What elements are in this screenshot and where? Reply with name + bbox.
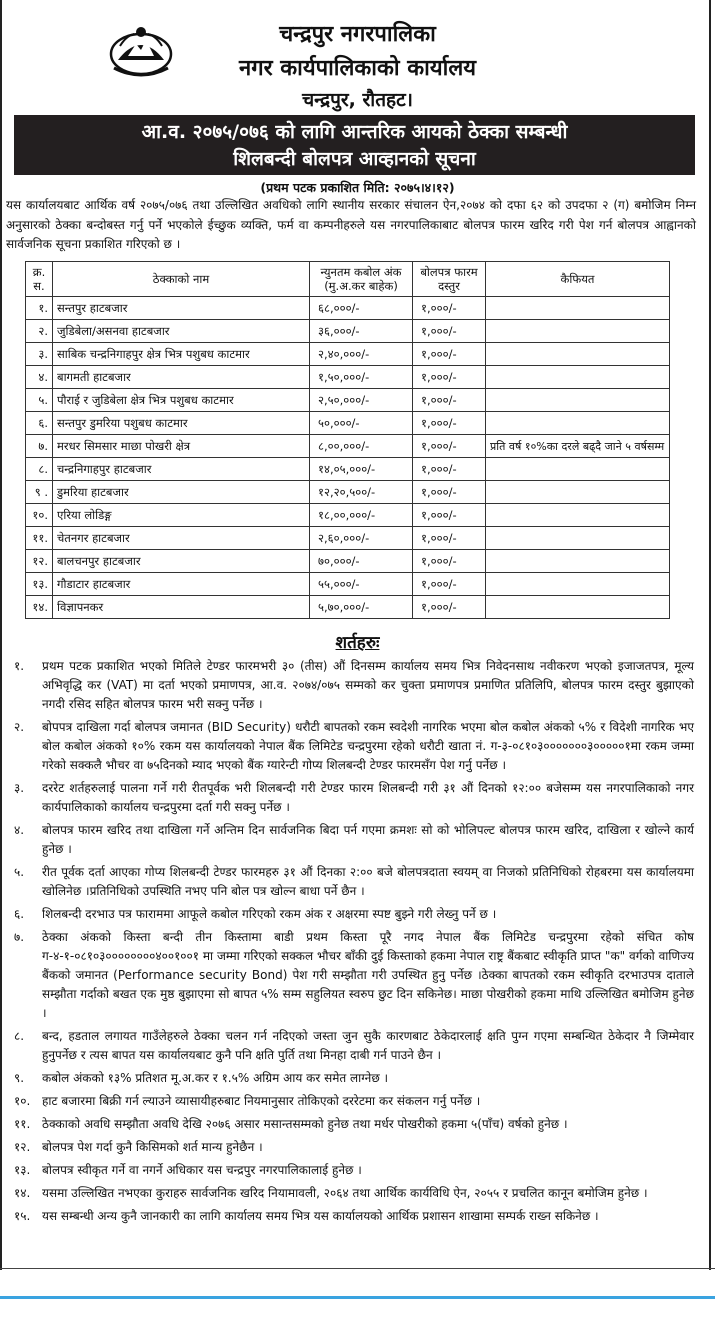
row-remarks [486, 320, 670, 343]
condition-item [14, 1115, 694, 1134]
condition-item [14, 905, 694, 924]
condition-number: १५. [14, 1209, 31, 1223]
row-sn: ६. [26, 412, 53, 435]
row-name: चेतनगर हाटबजार [53, 527, 310, 550]
condition-text: ठेक्का अंकको किस्ता बन्दी तीन किस्तामा बाडी प्रथम किस्ता पूरै नगद नेपाल बैंक लिमिटेड चन्द्रपुरमा रहेको संचित कोष ग-४-१-०८१०३००००००००४००१००१ मा जम्मा गरिएको सक्कल भौचर बाँकी दुई किस्ताको हकमा नेपाल राष्ट्र बैंकबाट स्वीकृति प्राप्त "क" वर्गको वाणिज्य बैंकको जमानत (Performance security Bond) पेश गरी सम्झौता गरी उपस्थित हुनु पर्नेछ ।ठेक्का बापतको रकम स्वीकृति दरभाउपत्र दाताले सम्झौता गर्दाको बखत एक मुष्ठ बुझाएमा सो बापत ५% सम्म सहुलियत स्वरुप छुट दिन सकिनेछ। माछा पोखरीको हकमा माथि उल्लिखित बमोजिम हुनेछ । [42, 930, 694, 1020]
condition-item [14, 1207, 694, 1226]
table-row [26, 343, 670, 366]
notice-title-banner [14, 115, 695, 175]
header-form-fee: बोलपत्र फारम दस्तुर [413, 262, 486, 297]
row-form-fee: १,०००/- [413, 596, 486, 619]
row-sn: १. [26, 297, 53, 320]
condition-item [14, 1027, 694, 1065]
condition-text: बन्द, हडताल लगायत गाउँलेहरुले ठेक्का चलन गर्न नदिएको जस्ता जुन सुकै कारणबाट ठेकेदारलाई क्षति पुग्न गएमा सम्बन्धित ठेकेदार नै जिम्मेवार हुनुपर्नेछ र त्यस बापत यस कार्यालयबाट कुनै पनि क्षति पुर्ति तथा मिनहा दाबी गर्न पाउने छैन । [42, 1029, 694, 1062]
condition-number: १४. [14, 1186, 31, 1200]
header-min-bid: न्युनतम कबोल अंक (मु.अ.कर बाहेक) [310, 262, 413, 297]
row-min-bid: २,४०,०००/- [310, 343, 413, 366]
condition-text: बोलपत्र पेश गर्दा कुनै किसिमको शर्त मान्य हुनेछैन । [42, 1140, 263, 1154]
row-remarks [486, 389, 670, 412]
intro-paragraph: यस कार्यालयबाट आर्थिक वर्ष २०७५/०७६ तथा उल्लिखित अवधिको लागि स्थानीय सरकार संचालन ऐन,२०७४ को दफा ६२ को उपदफा २ (ग) बमोजिम निम्न अनुसारको ठेक्का बन्दोबस्त गर्नु पर्ने भएकोले ईच्छुक व्यक्ति, फर्म वा कम्पनीहरुले यस नगरपालिकाबाट बोलपत्र फारम खरिद गरी पेश गर्न बोलपत्र आह्वानको सार्वजनिक सूचना प्रकाशित गरिएको छ । [6, 198, 696, 251]
row-sn: २. [26, 320, 53, 343]
row-sn: ८. [26, 458, 53, 481]
row-min-bid: २,६०,०००/- [310, 527, 413, 550]
row-name: बालचनपुर हाटबजार [53, 550, 310, 573]
row-min-bid: ५,७०,०००/- [310, 596, 413, 619]
condition-item [14, 1069, 694, 1088]
row-sn: १३. [26, 573, 53, 596]
row-min-bid: १,५०,०००/- [310, 366, 413, 389]
row-remarks [486, 504, 670, 527]
row-form-fee: १,०००/- [413, 366, 486, 389]
condition-number: १३. [14, 1163, 31, 1177]
row-sn: ११. [26, 527, 53, 550]
row-name: सन्तपुर डुमरिया पशुबध काटमार [53, 412, 310, 435]
condition-text: यस सम्बन्धी अन्य कुनै जानकारी का लागि कार्यालय समय भित्र यस कार्यालयको आर्थिक प्रशासन शाखामा सम्पर्क राख्न सकिनेछ । [42, 1209, 599, 1223]
condition-number: ४. [14, 823, 25, 837]
conditions-list [14, 657, 694, 1230]
condition-item [14, 657, 694, 714]
row-sn: १४. [26, 596, 53, 619]
row-form-fee: १,०००/- [413, 320, 486, 343]
row-remarks [486, 412, 670, 435]
condition-number: ९. [14, 1071, 25, 1085]
condition-text: ठेक्काको अवधि सम्झौता अवधि देखि २०७६ असार मसान्तसम्मको हुनेछ तथा मर्धर पोखरीको हकमा ५(पाँच) वर्षको हुनेछ । [42, 1117, 568, 1131]
table-row [26, 596, 670, 619]
table-row [26, 435, 670, 458]
row-sn: १०. [26, 504, 53, 527]
condition-item [14, 718, 694, 775]
row-remarks [486, 343, 670, 366]
row-min-bid: ५०,०००/- [310, 412, 413, 435]
table-row [26, 527, 670, 550]
row-form-fee: १,०००/- [413, 458, 486, 481]
row-form-fee: १,०००/- [413, 435, 486, 458]
row-form-fee: १,०००/- [413, 550, 486, 573]
condition-number: १२. [14, 1140, 31, 1154]
row-name: सन्तपुर हाटबजार [53, 297, 310, 320]
table-row [26, 573, 670, 596]
row-name: बागमती हाटबजार [53, 366, 310, 389]
row-min-bid: ३६,०००/- [310, 320, 413, 343]
condition-item [14, 1138, 694, 1157]
row-name: साबिक चन्द्रनिगाहपुर क्षेत्र भित्र पशुबध काटमार [53, 343, 310, 366]
notice-title-line2: शिलबन्दी बोलपत्र आव्हानको सूचना [233, 148, 476, 170]
row-remarks [486, 297, 670, 320]
row-min-bid: ८,००,०००/- [310, 435, 413, 458]
row-sn: ३. [26, 343, 53, 366]
office-name: नगर कार्यपालिकाको कार्यालय [239, 56, 476, 81]
condition-text: रीत पूर्वक दर्ता आएका गोप्य शिलबन्दी टेण्डर फारमहरु ३१ औं दिनका २:०० बजे बोलपत्रदाता स्वयम् वा निजको प्रतिनिधिको रोहबरमा यस कार्यालयमा खोलिनेछ ।प्रतिनिधिको उपस्थिति नभए पनि बोल पत्र खोल्न बाधा पर्ने छैन । [42, 865, 694, 898]
row-sn: ९ . [26, 481, 53, 504]
row-name: गौडाटार हाटबजार [53, 573, 310, 596]
header-name: ठेक्काको नाम [53, 262, 310, 297]
row-form-fee: १,०००/- [413, 481, 486, 504]
row-form-fee: १,०००/- [413, 297, 486, 320]
blue-divider [0, 1296, 715, 1299]
row-form-fee: १,०००/- [413, 412, 486, 435]
row-name: एरिया लोडिङ्ग [53, 504, 310, 527]
condition-item [14, 821, 694, 859]
condition-text: बोपपत्र दाखिला गर्दा बोलपत्र जमानत (BID Security) धरौटी बापतको रकम स्वदेशी नागरिक भएमा बोल कबोल अंकको ५% र विदेशी नागरिक भए बोल कबोल अंकको १०% रकम यस कार्यालयको नेपाल बैंक लिमिटेड चन्द्रपुरमा रहेको धरौटी खाता नं. ग-३-०८१०३०००००००३०००००१मा रकम जम्मा गरेको सक्कलै भौचर वा ७५दिनको म्याद भएको बैंक ग्यारेन्टी गोप्य शिलबन्दी टेण्डर फारमसँग पेश गर्नु पर्नेछ । [42, 720, 694, 772]
row-remarks [486, 366, 670, 389]
row-sn: ५. [26, 389, 53, 412]
table-row [26, 481, 670, 504]
row-remarks [486, 458, 670, 481]
notice-title-line1: आ.व. २०७५/०७६ को लागि आन्तरिक आयको ठेक्का सम्बन्धी [141, 121, 568, 143]
row-min-bid: ५५,०००/- [310, 573, 413, 596]
tender-table [25, 261, 670, 619]
condition-text: यसमा उल्लिखित नभएका कुराहरु सार्वजनिक खरिद नियामावली, २०६४ तथा आर्थिक कार्यविधि ऐन, २०५५ र प्रचलित कानून बमोजिम हुनेछ । [42, 1186, 648, 1200]
header-sn: क्र. स. [26, 262, 53, 297]
table-row [26, 297, 670, 320]
table-row [26, 389, 670, 412]
row-sn: ४. [26, 366, 53, 389]
row-min-bid: १२,२०,५००/- [310, 481, 413, 504]
table-row [26, 550, 670, 573]
condition-number: ११. [14, 1117, 31, 1131]
row-form-fee: १,०००/- [413, 527, 486, 550]
row-remarks: प्रति वर्ष १०%का दरले बढ्दै जाने ५ वर्षसम्म [486, 435, 670, 458]
condition-number: ५. [14, 865, 25, 879]
row-name: जुडिबेला/असनवा हाटबजार [53, 320, 310, 343]
condition-item [14, 1092, 694, 1111]
row-remarks [486, 550, 670, 573]
row-form-fee: १,०००/- [413, 504, 486, 527]
conditions-title: शर्तहरुः [335, 633, 380, 653]
condition-item [14, 863, 694, 901]
condition-item [14, 1184, 694, 1203]
row-name: विज्ञापनकर [53, 596, 310, 619]
row-form-fee: १,०००/- [413, 343, 486, 366]
table-row [26, 366, 670, 389]
row-form-fee: १,०००/- [413, 389, 486, 412]
row-min-bid: १८,००,०००/- [310, 504, 413, 527]
row-sn: १२. [26, 550, 53, 573]
published-date: (प्रथम पटक प्रकाशित मिति: २०७५।४।१२) [260, 180, 455, 195]
municipality-name: चन्द्रपुर नगरपालिका [279, 22, 436, 47]
condition-text: बोलपत्र स्वीकृत गर्ने वा नगर्ने अधिकार यस चन्द्रपुर नगरपालिकालाई हुनेछ । [42, 1163, 362, 1177]
table-header-row [26, 262, 670, 297]
table-row [26, 320, 670, 343]
row-remarks [486, 596, 670, 619]
row-name: पौराई र जुडिबेला क्षेत्र भित्र पशुबध काटमार [53, 389, 310, 412]
condition-number: १. [14, 659, 25, 673]
condition-text: दररेट शर्तहरुलाई पालना गर्ने गरी रीतपूर्वक भरी शिलबन्दी गरी टेण्डर फारम शिलबन्दी गरी ३१ औं दिनको १२:०० बजेसम्म यस नगरपालिकाको नगर कार्यपालिकाको कार्यालय चन्द्रपुरमा दर्ता गरी सक्नु पर्नेछ । [42, 781, 694, 814]
condition-text: प्रथम पटक प्रकाशित भएको मितिले टेण्डर फारमभरी ३० (तीस) औं दिनसम्म कार्यालय समय भित्र निवेदनसाथ नवीकरण भएको इजाजतपत्र, मूल्य अभिवृद्धि कर (VAT) मा दर्ता भएको प्रमाणपत्र, आ.व. २०७४/०७५ सम्मको कर चुक्ता प्रमाणपत्र प्रमाणित प्रतिलिपि, बोलपत्र फारम दस्तुर बुझाएको नगदी रसिद सहित बोलपत्र फारम भरी सक्नु पर्नेछ । [42, 659, 694, 711]
row-remarks [486, 527, 670, 550]
row-form-fee: १,०००/- [413, 573, 486, 596]
row-remarks [486, 481, 670, 504]
table-row [26, 504, 670, 527]
condition-number: १०. [14, 1094, 31, 1108]
condition-item [14, 779, 694, 817]
condition-number: ७. [14, 930, 25, 944]
condition-number: ८. [14, 1029, 25, 1043]
condition-item [14, 1161, 694, 1180]
condition-text: बोलपत्र फारम खरिद तथा दाखिला गर्ने अन्तिम दिन सार्वजनिक बिदा पर्न गएमा क्रमशः सो को भोलिपल्ट बोलपत्र फारम खरिद, दाखिला र खोल्ने कार्य हुनेछ । [42, 823, 694, 856]
row-min-bid: १४,०५,०००/- [310, 458, 413, 481]
row-name: डुमरिया हाटबजार [53, 481, 310, 504]
condition-number: ६. [14, 907, 25, 921]
condition-item [14, 928, 694, 1023]
table-row [26, 458, 670, 481]
table-row [26, 412, 670, 435]
row-name: मरधर सिमसार माछा पोखरी क्षेत्र [53, 435, 310, 458]
row-min-bid: ६८,०००/- [310, 297, 413, 320]
condition-number: २. [14, 720, 25, 734]
condition-text: कबोल अंकको १३% प्रतिशत मू.अ.कर र १.५% अग्रिम आय कर समेत लाग्नेछ । [42, 1071, 389, 1085]
row-min-bid: ७०,०००/- [310, 550, 413, 573]
condition-text: हाट बजारमा बिक्री गर्न ल्याउने व्यासायीहरुबाट नियमानुसार तोकिएको दररेटमा कर संकलन गर्नु पर्नेछ । [42, 1094, 481, 1108]
condition-text: शिलबन्दी दरभाउ पत्र फाराममा आफूले कबोल गरिएको रकम अंक र अक्षरमा स्पष्ट बुझ्ने गरी लेख्नु पर्ने छ । [42, 907, 497, 921]
row-sn: ७. [26, 435, 53, 458]
page-bottom-rule [0, 1268, 715, 1269]
row-min-bid: २,५०,०००/- [310, 389, 413, 412]
row-name: चन्द्रनिगाहपुर हाटबजार [53, 458, 310, 481]
row-remarks [486, 573, 670, 596]
office-address: चन्द्रपुर, रौतहट। [302, 89, 413, 111]
header-remarks: कैफियत [486, 262, 670, 297]
condition-number: ३. [14, 781, 25, 795]
